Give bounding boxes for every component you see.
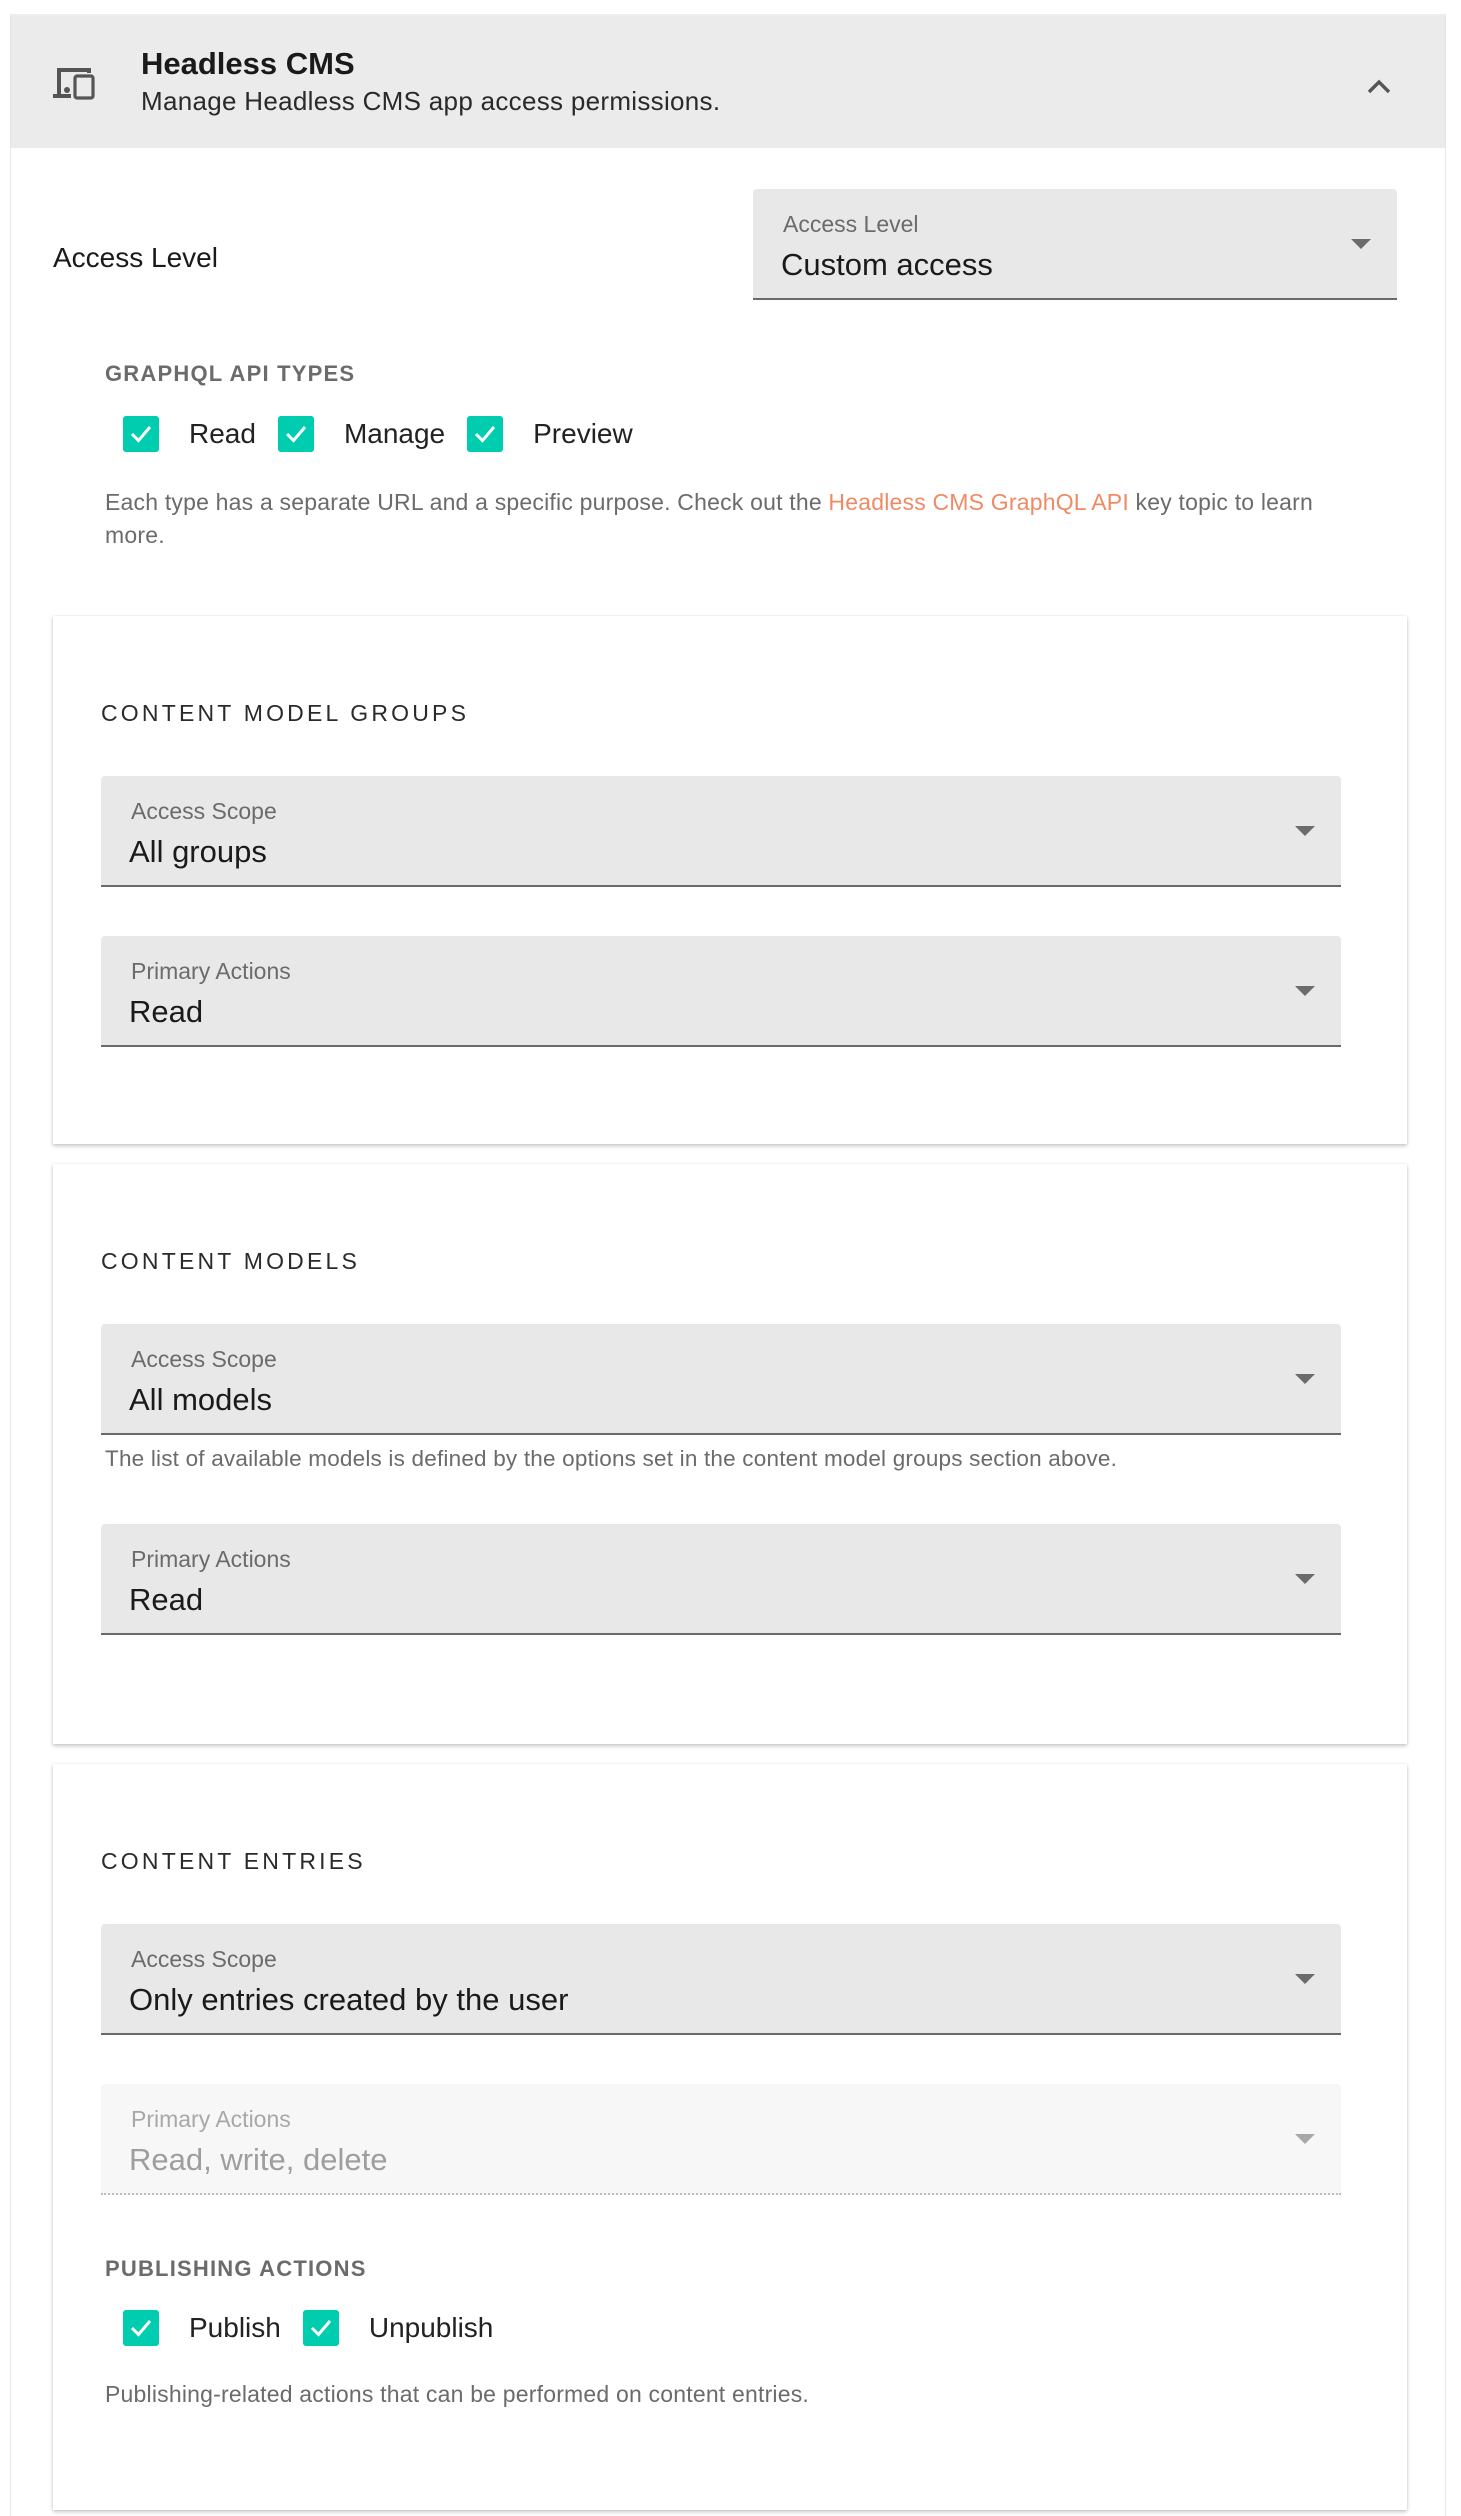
primary-actions-value: Read [129,1582,204,1617]
content-model-groups-title: CONTENT MODEL GROUPS [101,700,470,726]
checkbox-preview[interactable] [467,416,633,452]
help-text-part: Each type has a separate URL and a specific purpose. Check out the [105,489,829,515]
app-subtitle: Manage Headless CMS app access permissions. [141,86,721,116]
access-scope-value: All models [129,1382,272,1417]
dropdown-arrow-icon [1295,2134,1315,2144]
access-level-label: Access Level [53,242,218,273]
checkbox-label: Preview [533,418,633,449]
chevron-up-icon[interactable] [1359,68,1399,102]
access-scope-value: All groups [129,834,267,869]
headless-cms-permissions-panel [10,14,1446,2516]
dropdown-arrow-icon [1295,1374,1315,1384]
dropdown-arrow-icon [1295,826,1315,836]
publishing-actions-checkboxes [123,2310,515,2346]
checkbox-label: Read [189,418,256,449]
checkbox-checked-icon [278,416,314,452]
app-title: Headless CMS [141,46,355,81]
entries-access-scope-select[interactable] [101,1924,1341,2035]
content-models-card [53,1164,1407,1744]
graphql-api-types-heading: GRAPHQL API TYPES [105,361,356,386]
checkbox-unpublish[interactable] [303,2310,494,2346]
access-level-select-label: Access Level [783,211,919,237]
access-level-select[interactable] [753,189,1397,300]
content-entries-title: CONTENT ENTRIES [101,1848,366,1874]
checkbox-checked-icon [467,416,503,452]
access-scope-label: Access Scope [131,798,277,824]
primary-actions-label: Primary Actions [131,1546,291,1572]
dropdown-arrow-icon [1295,1974,1315,1984]
checkbox-checked-icon [123,416,159,452]
checkbox-label: Publish [189,2312,281,2343]
access-scope-label: Access Scope [131,1946,277,1972]
graphql-api-link[interactable]: Headless CMS GraphQL API [828,489,1129,515]
devices-icon [51,64,97,102]
checkbox-checked-icon [303,2310,339,2346]
primary-actions-label: Primary Actions [131,2106,291,2132]
help-text-part: key topic to learn more. [105,489,1314,548]
checkbox-label: Manage [343,418,446,449]
checkbox-checked-icon [123,2310,159,2346]
content-models-title: CONTENT MODELS [101,1248,361,1274]
primary-actions-value: Read [129,994,204,1029]
model-groups-access-scope-select[interactable] [101,776,1341,887]
models-access-scope-select[interactable] [101,1324,1341,1435]
publishing-help-text: Publishing-related actions that can be performed on content entries. [105,2381,810,2407]
content-model-groups-card [53,616,1407,1144]
graphql-help-text [105,486,1365,552]
primary-actions-value: Read, write, delete [129,2142,388,2177]
access-level-select-value: Custom access [781,247,993,282]
entries-primary-actions-select [101,2084,1341,2195]
models-primary-actions-select[interactable] [101,1524,1341,1635]
dropdown-arrow-icon [1351,239,1371,249]
models-scope-help-text: The list of available models is defined by the options set in the content model groups section above. [105,1446,1118,1471]
graphql-api-types-checkboxes [123,416,655,452]
model-groups-primary-actions-select[interactable] [101,936,1341,1047]
panel-header[interactable] [11,16,1445,148]
access-scope-value: Only entries created by the user [129,1982,569,2017]
dropdown-arrow-icon [1295,1574,1315,1584]
content-entries-card [53,1764,1407,2510]
checkbox-read[interactable] [123,416,256,452]
publishing-actions-heading: PUBLISHING ACTIONS [105,2256,367,2281]
access-scope-label: Access Scope [131,1346,277,1372]
primary-actions-label: Primary Actions [131,958,291,984]
checkbox-manage[interactable] [278,416,445,452]
checkbox-publish[interactable] [123,2310,281,2346]
dropdown-arrow-icon [1295,986,1315,996]
checkbox-label: Unpublish [368,2312,494,2343]
